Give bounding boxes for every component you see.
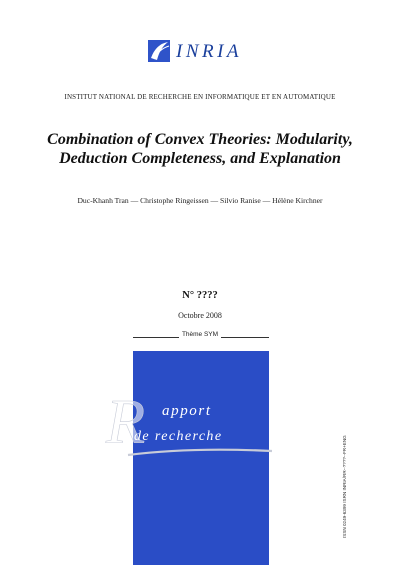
report-title-line-1: Combination of Convex Theories: Modularity, [47, 131, 353, 148]
authors: Duc-Khanh Tran — Christophe Ringeissen — Silvio Ranise — Hélène Kirchner [77, 196, 323, 205]
rapport-swash [128, 450, 272, 455]
report-title-line-2: Deduction Completeness, and Explanation [59, 150, 341, 167]
theme-label: Thème SYM [181, 331, 219, 338]
inria-logo [148, 38, 268, 68]
rapport-initial-graphic [100, 385, 280, 465]
institute-name: INSTITUT NATIONAL DE RECHERCHE EN INFORMATIQUE ET EN AUTOMATIQUE [64, 93, 336, 101]
report-date: Octobre 2008 [178, 311, 222, 320]
inria-logo-icon [148, 38, 174, 64]
rapport-title-line-2: de recherche [134, 429, 223, 444]
inria-logo-text: INRIA [176, 41, 243, 62]
rapport-title-line-1: apport [162, 403, 212, 419]
theme-row [133, 331, 269, 341]
rapport-initial-letter: R [106, 386, 146, 457]
theme-divider-left [133, 337, 179, 338]
issn-isrn: ISSN 0249-6399 ISRN INRIA/RR--????--FR+ENG [342, 435, 347, 538]
theme-divider-right [221, 337, 269, 338]
report-title [20, 130, 380, 168]
report-number: N° ???? [182, 290, 218, 301]
